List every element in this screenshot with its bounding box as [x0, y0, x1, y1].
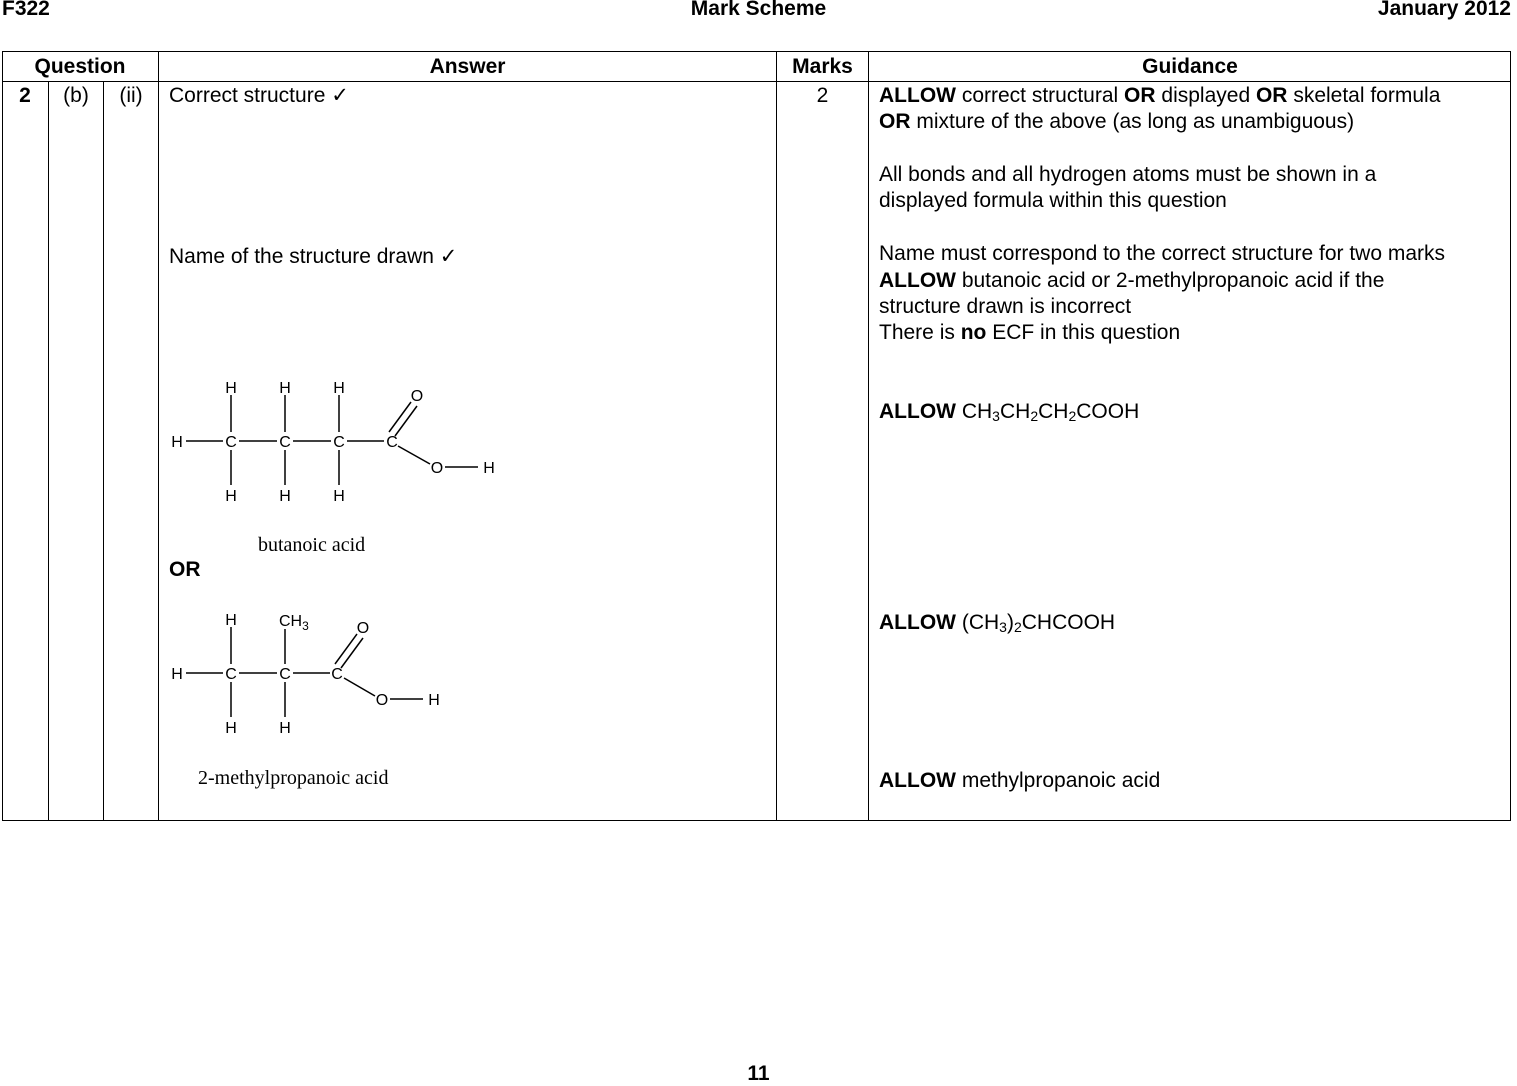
atom-label: O — [375, 692, 389, 709]
page-number: 11 — [747, 1062, 770, 1085]
question-subpart: (ii) — [119, 84, 143, 107]
atom-label: C — [225, 434, 237, 451]
atom-label: H — [279, 380, 291, 397]
atom-label: H — [483, 460, 495, 477]
marks-value: 2 — [816, 84, 829, 107]
guidance-allow-formula-butanoic: ALLOW $CH_3CH_2CH_2COOH$ — [879, 400, 1140, 424]
guidance-line: ALLOW correct structural OR displayed OR skeletal formula — [879, 84, 1441, 107]
methyl-group-label: $CH_3$ — [279, 613, 309, 633]
atom-label: H — [171, 434, 183, 451]
structure-caption-methylpropanoic-acid: 2-methylpropanoic acid — [198, 767, 389, 789]
column-divider — [48, 81, 49, 821]
butanoic-acid-structure — [160, 370, 520, 510]
question-part: (b) — [63, 84, 89, 107]
guidance-line: structure drawn is incorrect — [879, 295, 1132, 318]
atom-label: C — [333, 434, 345, 451]
atom-label: C — [386, 434, 398, 451]
column-divider — [776, 51, 777, 821]
header-row-divider — [2, 81, 1511, 82]
methylpropanoic-acid-structure — [160, 602, 480, 742]
document-title: Mark Scheme — [690, 0, 827, 20]
atom-label: H — [225, 720, 237, 737]
atom-label: H — [225, 380, 237, 397]
guidance-line: Name must correspond to the correct structure for two marks — [879, 242, 1446, 265]
atom-label: C — [279, 434, 291, 451]
atom-label: H — [279, 720, 291, 737]
column-header-guidance: Guidance — [1142, 55, 1238, 78]
atom-label: O — [356, 620, 370, 637]
paper-code: F322 — [2, 0, 50, 20]
question-number: 2 — [19, 84, 31, 107]
condensed-formula: $(CH_3)_2CHCOOH$ — [961, 611, 1116, 635]
structure-caption-butanoic-acid: butanoic acid — [258, 534, 366, 556]
column-header-question: Question — [34, 55, 126, 78]
atom-label: C — [225, 666, 237, 683]
exam-session: January 2012 — [1377, 0, 1511, 20]
atom-label: O — [430, 460, 444, 477]
guidance-allow-formula-methylpropanoic: ALLOW $(CH_3)_2CHCOOH$ — [879, 611, 1116, 635]
guidance-line: ALLOW butanoic acid or 2-methylpropanoic acid if the — [879, 269, 1385, 292]
column-divider — [868, 51, 869, 821]
atom-label: O — [410, 388, 424, 405]
guidance-line: There is no ECF in this question — [879, 321, 1181, 344]
atom-label: H — [225, 612, 237, 629]
condensed-formula: $CH_3CH_2CH_2COOH$ — [961, 400, 1140, 424]
column-header-answer: Answer — [429, 55, 506, 78]
atom-label: H — [279, 488, 291, 505]
guidance-allow-name: ALLOW methylpropanoic acid — [879, 769, 1161, 792]
guidance-line: displayed formula within this question — [879, 189, 1227, 212]
atom-label: C — [331, 666, 343, 683]
column-divider — [158, 51, 159, 821]
answer-or-separator: OR — [169, 558, 201, 581]
guidance-line: OR mixture of the above (as long as unambiguous) — [879, 110, 1355, 133]
atom-label: H — [333, 488, 345, 505]
atom-label: C — [279, 666, 291, 683]
atom-label: H — [171, 666, 183, 683]
answer-name-structure: Name of the structure drawn ✓ — [169, 245, 458, 268]
answer-correct-structure: Correct structure ✓ — [169, 84, 349, 107]
atom-label: H — [333, 380, 345, 397]
column-divider — [103, 81, 104, 821]
atom-label: H — [225, 488, 237, 505]
guidance-line: All bonds and all hydrogen atoms must be shown in a — [879, 163, 1377, 186]
atom-label: H — [428, 692, 440, 709]
column-header-marks: Marks — [792, 55, 853, 78]
